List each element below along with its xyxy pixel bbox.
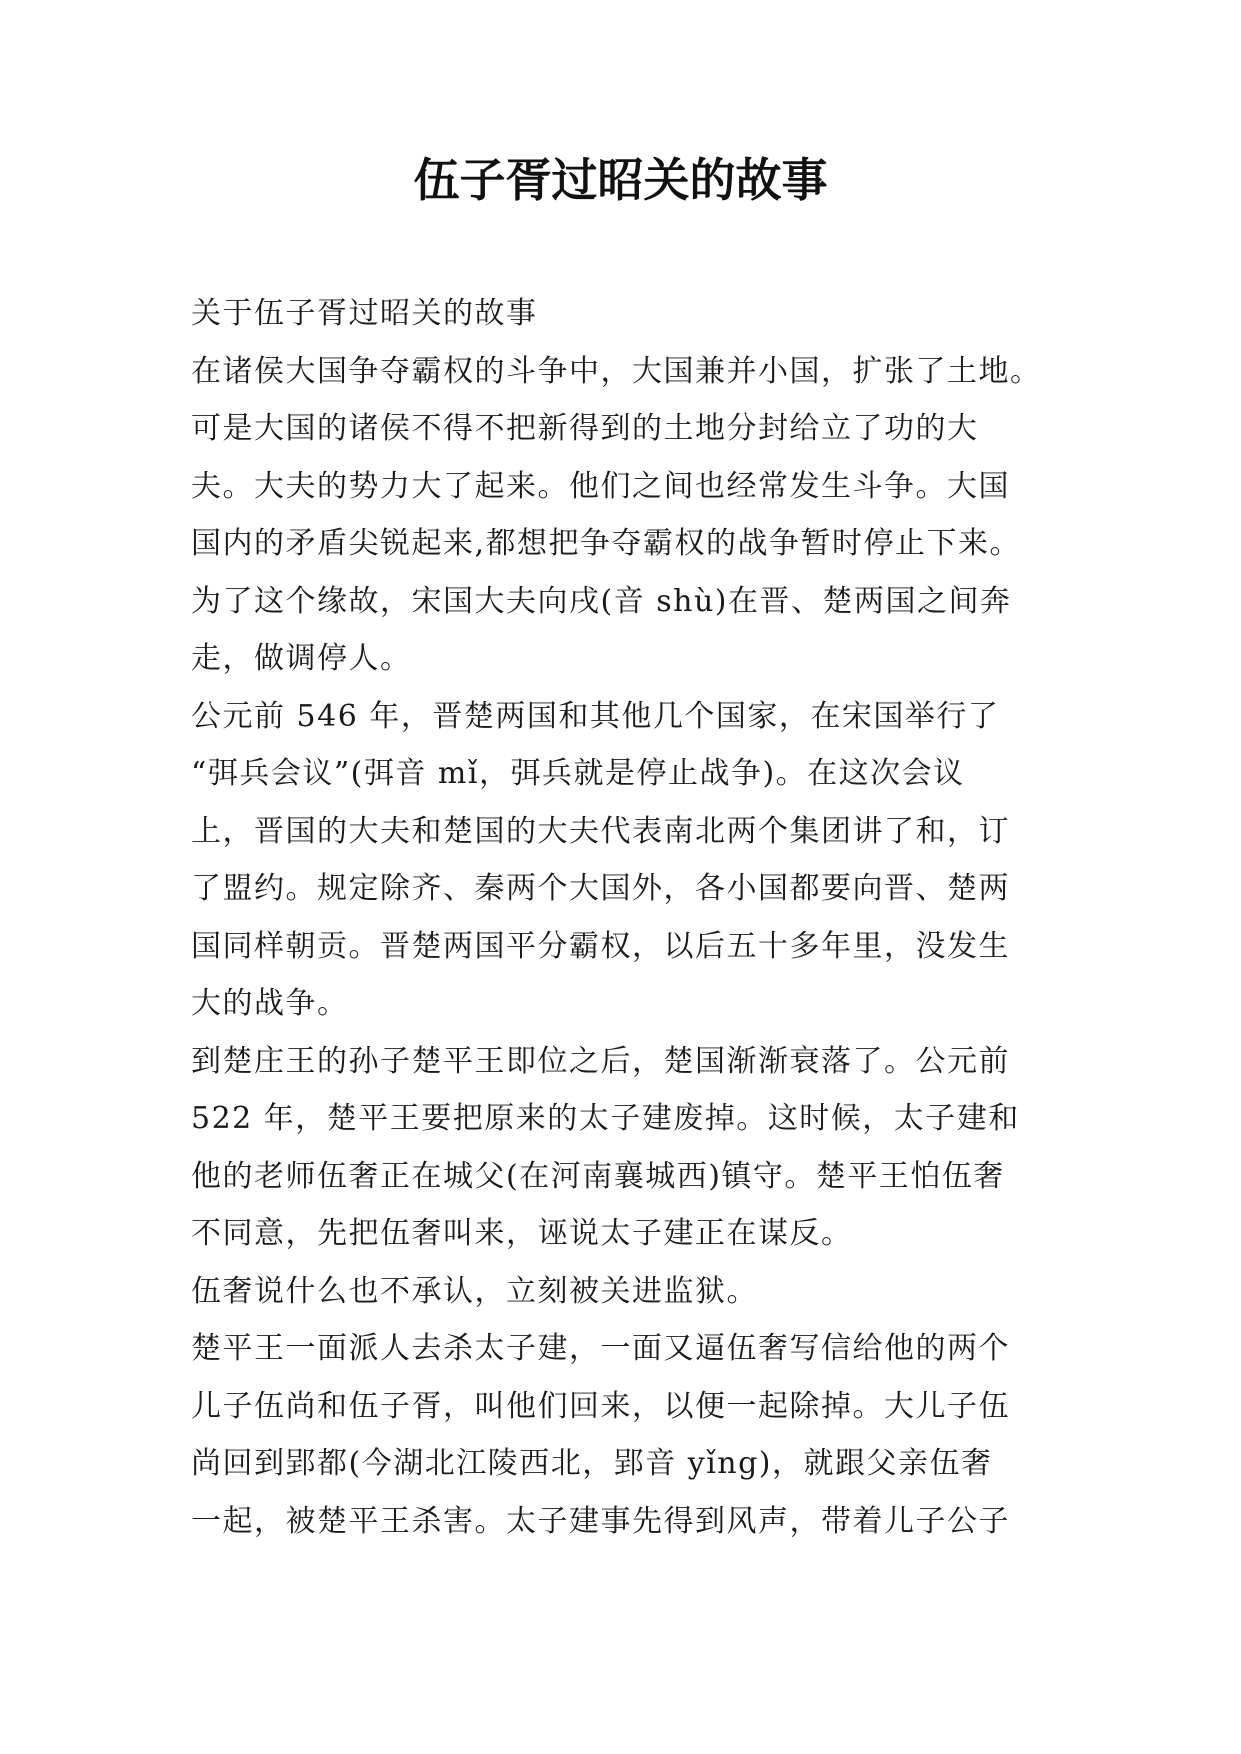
text-line: 夫。大夫的势力大了起来。他们之间也经常发生斗争。大国 [191,468,1010,504]
text-line: 他的老师伍奢正在城父(在河南襄城西)镇守。楚平王怕伍奢 [191,1158,1005,1194]
text-line: 522 年，楚平王要把原来的太子建废掉。这时候，太子建和 [191,1101,1020,1136]
text-line: 上，晋国的大夫和楚国的大夫代表南北两个集团讲了和，订 [191,813,1010,849]
text-line: 公元前 546 年，晋楚两国和其他几个国家，在宋国举行了 [191,698,1000,734]
text-line: 国内的矛盾尖锐起来,都想把争夺霸权的战争暂时停止下来。 [191,526,1022,561]
document-body [191,285,1051,1550]
text-line: 关于伍子胥过昭关的故事 [191,296,538,331]
text-line: 可是大国的诸侯不得不把新得到的土地分封给立了功的大 [191,411,979,446]
text-line: 国同样朝贡。晋楚两国平分霸权，以后五十多年里，没发生 [191,928,1010,964]
text-line: 楚平王一面派人去杀太子建，一面又逼伍奢写信给他的两个 [191,1331,1010,1366]
text-line: 了盟约。规定除齐、秦两个大国外，各小国都要向晋、楚两 [191,871,1010,906]
text-line: 一起，被楚平王杀害。太子建事先得到风声，带着儿子公子 [191,1503,1010,1539]
text-line: 到楚庄王的孙子楚平王即位之后，楚国渐渐衰落了。公元前 [191,1043,1010,1079]
text-line: 不同意，先把伍奢叫来，诬说太子建正在谋反。 [191,1216,853,1251]
text-line: 尚回到郢都(今湖北江陵西北，郢音 yǐng)，就跟父亲伍奢 [191,1446,993,1481]
text-line: 伍奢说什么也不承认，立刻被关进监狱。 [191,1273,758,1309]
text-line: 走，做调停人。 [191,641,412,676]
text-line: 为了这个缘故，宋国大夫向戌(音 shù)在晋、楚两国之间奔 [191,583,1012,619]
document-title: 伍子胥过昭关的故事 [413,153,828,207]
text-line: 在诸侯大国争夺霸权的斗争中，大国兼并小国，扩张了土地。 [191,353,1042,389]
text-line: 儿子伍尚和伍子胥，叫他们回来，以便一起除掉。大儿子伍 [191,1388,1010,1424]
text-line: “弭兵会议”(弭音 mǐ，弭兵就是停止战争)。在这次会议 [191,756,965,791]
text-line: 大的战争。 [191,986,349,1021]
